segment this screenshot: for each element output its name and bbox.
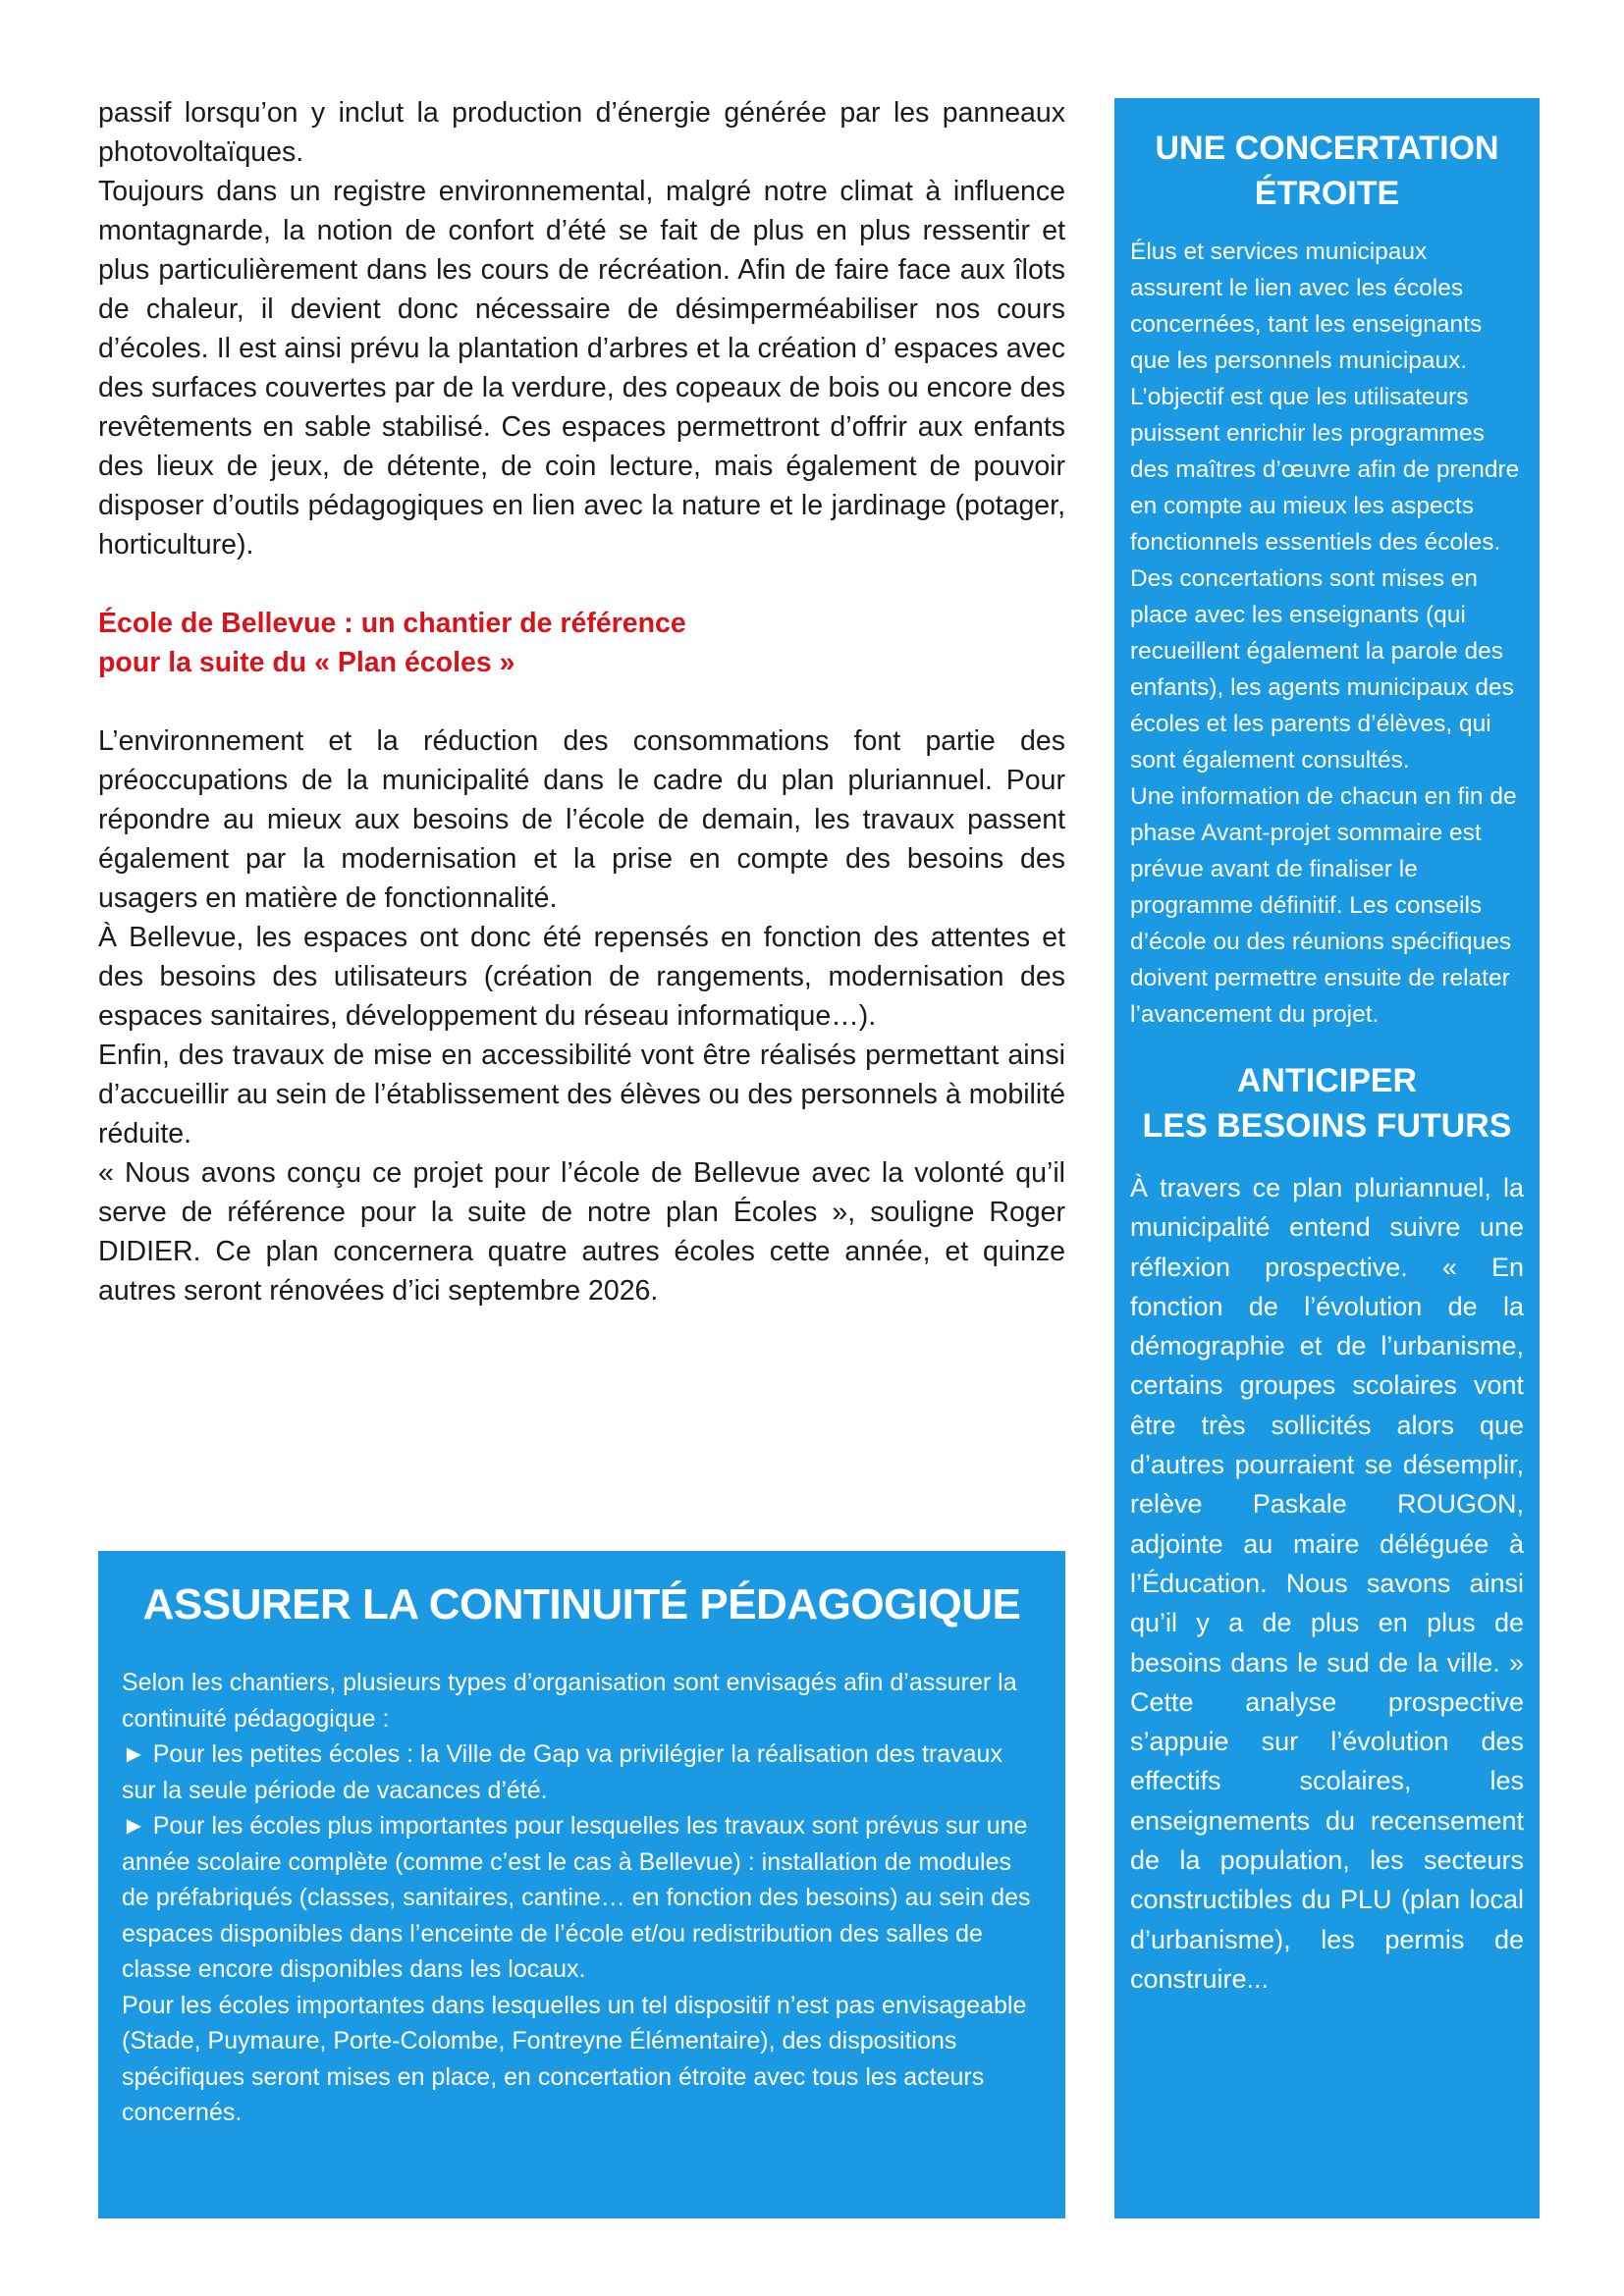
- body-paragraph-4: « Nous avons conçu ce projet pour l’école de Bellevue avec la volonté qu’il serve de référence pour la suite de notre plan Écoles », souligne Roger DIDIER. Ce plan concernera quatre autres écoles cette année, et quinze autres seront rénovées d’ici septembre 2026.: [98, 1157, 1065, 1307]
- concertation-title-line1: UNE CONCERTATION: [1155, 130, 1499, 167]
- section-subheading-line2: pour la suite du « Plan écoles »: [98, 647, 515, 678]
- concertation-title: [1130, 126, 1524, 216]
- continuity-paragraph-2: ► Pour les petites écoles : la Ville de Gap va privilégier la réalisation des travaux sur la seule période de vacances d’été.: [122, 1740, 1002, 1804]
- spacer: [98, 682, 1065, 721]
- continuity-box-title: ASSURER LA CONTINUITÉ PÉDAGOGIQUE: [142, 1580, 1021, 1629]
- concertation-title-line2: ÉTROITE: [1254, 175, 1400, 212]
- body-paragraph-2: À Bellevue, les espaces ont donc été repensés en fonction des attentes et des besoins des utilisateurs (création de rangements, modernisation des espaces sanitaires, développement du réseau informatique…).: [98, 922, 1065, 1032]
- intro-paragraph-2: Toujours dans un registre environnemental, malgré notre climat à influence montagnarde, la notion de confort d’été se fait de plus en plus ressentir et plus particulièrement dans les cours de récréation. Afin de faire face aux îlots de chaleur, il devient donc nécessaire de désimperméabiliser nos cours d’écoles. Il est ainsi prévu la plantation d’arbres et la création d’ espaces avec des surfaces couvertes par de la verdure, des copeaux de bois ou encore des revêtements en sable stabilisé. Ces espaces permettront d’offrir aux enfants des lieux de jeux, de détente, de coin lecture, mais également de pouvoir disposer d’outils pédagogiques en lien avec la nature et le jardinage (potager, horticulture).: [98, 176, 1065, 561]
- continuity-box: [98, 1551, 1065, 2218]
- main-article: [98, 93, 1065, 1310]
- body-paragraph-3: Enfin, des travaux de mise en accessibilité vont être réalisés permettant ainsi d’accueillir au sein de l’établissement des élèves ou des personnels à mobilité réduite.: [98, 1040, 1065, 1149]
- continuity-paragraph-4: Pour les écoles importantes dans lesquelles un tel dispositif n’est pas envisageable (Stade, Puymaure, Porte-Colombe, Fontreyne Élémentaire), des dispositions spécifiques seront mises en place, en concertation étroite avec tous les acteurs concernés.: [122, 1991, 1027, 2126]
- concertation-paragraph-1: Élus et services municipaux assurent le lien avec les écoles concernées, tant les enseignants que les personnels municipaux. L’objectif est que les utilisateurs puissent enrichir les programmes des maîtres d’œuvre afin de prendre en compte au mieux les aspects fonctionnels essentiels des écoles.: [1130, 239, 1520, 556]
- besoins-title-line2: LES BESOINS FUTURS: [1142, 1107, 1512, 1145]
- concertation-paragraph-2: Des concertations sont mises en place avec les enseignants (qui recueillent également la parole des enfants), les agents municipaux des écoles et les parents d’élèves, qui sont également consultés.: [1130, 565, 1514, 774]
- section-subheading-line1: École de Bellevue : un chantier de référence: [98, 608, 686, 639]
- intro-paragraph-1: passif lorsqu’on y inclut la production d’énergie générée par les panneaux photovoltaïques.: [98, 97, 1065, 168]
- spacer: [98, 564, 1065, 604]
- besoins-title-line1: ANTICIPER: [1236, 1062, 1418, 1099]
- sidebar-box: [1114, 98, 1540, 2218]
- continuity-paragraph-3: ► Pour les écoles plus importantes pour lesquelles les travaux sont prévus sur une année scolaire complète (comme c’est le cas à Bellevue) : installation de modules de préfabriqués (classes, sanitaires, cantine… en fonction des besoins) au sein des espaces disponibles dans l’enceinte de l’école et/ou redistribution des salles de classe encore disponibles dans les locaux.: [122, 1812, 1031, 1983]
- besoins-title: [1130, 1058, 1524, 1148]
- continuity-paragraph-1: Selon les chantiers, plusieurs types d’organisation sont envisagés afin d’assurer la continuité pédagogique :: [122, 1669, 1017, 1733]
- concertation-paragraph-3: Une information de chacun en fin de phase Avant-projet sommaire est prévue avant de finaliser le programme définitif. Les conseils d’école ou des réunions spécifiques doivent permettre ensuite de relater l’avancement du projet.: [1130, 783, 1517, 1028]
- body-paragraph-1: L’environnement et la réduction des consommations font partie des préoccupations de la municipalité dans le cadre du plan pluriannuel. Pour répondre au mieux aux besoins de l’école de demain, les travaux passent également par la modernisation et la prise en compte des besoins des usagers en matière de fonctionnalité.: [98, 725, 1065, 914]
- besoins-paragraph: À travers ce plan pluriannuel, la municipalité entend suivre une réflexion prospective. « En fonction de l’évolution de la démographie et de l’urbanisme, certains groupes scolaires vont être très sollicités alors que d’autres pourraient se désemplir, relève Paskale ROUGON, adjointe au maire déléguée à l’Éducation. Nous savons ainsi qu’il y a de plus en plus de besoins dans le sud de la ville. » Cette analyse prospective s’appuie sur l’évolution des effectifs scolaires, les enseignements du recensement de la population, les secteurs constructibles du PLU (plan local d’urbanisme), les permis de construire...: [1130, 1173, 1524, 1994]
